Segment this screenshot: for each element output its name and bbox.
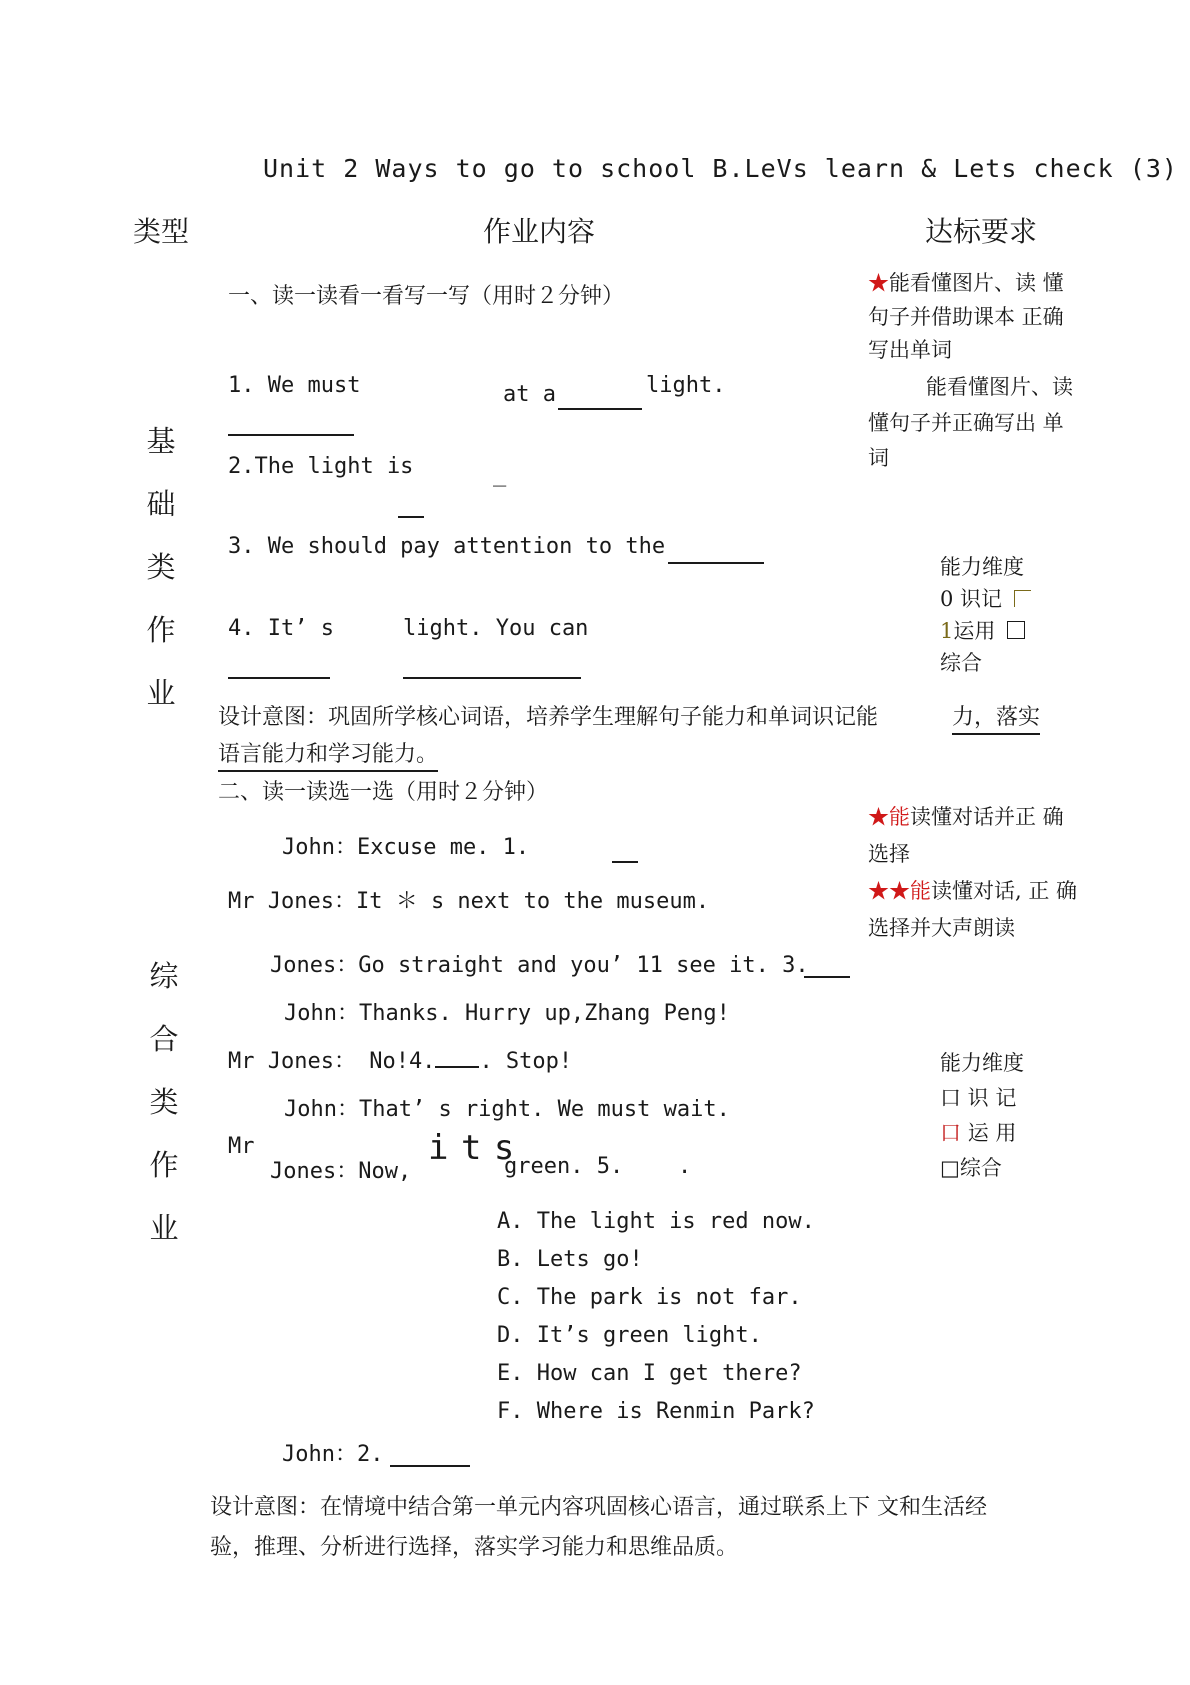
option-c: C. The park is not far.: [497, 1285, 802, 1310]
section2-ability-title: 能力维度: [940, 1051, 1024, 1075]
section1-req-line: 写出单词: [868, 338, 952, 362]
section2-heading: 二、读一读选一选（用时２分钟）: [218, 780, 549, 805]
side-char: 类: [149, 1085, 179, 1119]
section2-design-intent-a: 设计意图：在情境中结合第一单元内容巩固核心语言，通过联系上下 文和生活经: [210, 1495, 987, 1520]
section1-heading: 一、读一读看一看写一写（用时２分钟）: [228, 284, 625, 309]
section2-req-line: ★能读懂对话并正 确: [868, 805, 1064, 829]
dialogue-blank-2[interactable]: [390, 1465, 470, 1467]
option-d: D. It’s green light.: [497, 1323, 762, 1348]
dialogue-line-6: John：That’ s right. We must wait.: [284, 1097, 730, 1122]
q1-text-a: 1. We must: [228, 373, 361, 398]
side-char: 业: [149, 1211, 179, 1245]
checkbox-apply[interactable]: 口: [940, 1121, 961, 1145]
section2-req-line: 选择: [868, 842, 910, 866]
q3-blank[interactable]: [668, 562, 764, 564]
star-icon: ★★: [868, 879, 910, 903]
section1-ability-synthesis: 综合: [940, 651, 982, 675]
page-title: Unit 2 Ways to go to school B.LeVs learn & Lets check (3): [263, 154, 1178, 183]
dialogue-line-5: Mr Jones： No!4. . Stop!: [228, 1049, 573, 1074]
section2-design-intent-b: 验，推理、分析进行选择，落实学习能力和思维品质。: [210, 1535, 739, 1560]
q2-blank[interactable]: [398, 516, 424, 518]
section1-ability-apply: 1运用: [940, 614, 1025, 648]
option-f: F. Where is Renmin Park?: [497, 1399, 815, 1424]
checkbox-apply[interactable]: [1007, 621, 1025, 639]
side-char: 综: [149, 959, 179, 993]
side-char: 业: [146, 676, 176, 710]
checkbox-recall[interactable]: [1014, 590, 1031, 607]
section1-design-intent-a: 设计意图：巩固所学核心词语，培养学生理解句子能力和单词识记能: [218, 705, 879, 730]
section1-design-intent-b: 力，落实: [952, 700, 1040, 735]
dialogue-speaker-mr: Mr: [228, 1134, 255, 1159]
section2-ability-recall[interactable]: 口 识 记: [940, 1086, 1017, 1110]
q1-blank-2[interactable]: [558, 408, 642, 410]
q1-text-c: light.: [646, 373, 726, 398]
dialogue-line-3: Jones：Go straight and you’ 11 see it. 3.: [270, 953, 809, 978]
dialogue-line-7-its: i t s: [428, 1128, 511, 1168]
dialogue-line-7-a: Jones：Now,: [270, 1159, 412, 1184]
section1-req-line: ★能看懂图片、读 懂: [868, 271, 1064, 295]
option-a: A. The light is red now.: [497, 1209, 815, 1234]
star-icon: ★: [868, 805, 889, 829]
section1-req-line: 句子并借助课本 正确: [868, 305, 1064, 329]
dialogue-blank-3[interactable]: [804, 976, 850, 978]
q4-blank-2[interactable]: [403, 677, 581, 679]
dialogue-line-7-c: .: [678, 1154, 692, 1179]
header-requirement: 达标要求: [925, 215, 1038, 248]
q3-text: 3. We should pay attention to the: [228, 534, 666, 559]
q2-text-a: 2.The light is: [228, 454, 414, 479]
q1-text-b: at a: [503, 382, 556, 407]
header-type: 类型: [133, 215, 190, 248]
side-char: 础: [146, 487, 176, 521]
q4-text-b: light. You can: [403, 616, 589, 641]
section1-design-intent-c: 语言能力和学习能力。: [218, 737, 438, 772]
q4-text-a: 4. It’ s: [228, 616, 334, 641]
dialogue-blank-1[interactable]: [612, 861, 638, 863]
section1-ability-recall: 0 识记: [940, 582, 1031, 616]
option-b: B. Lets go!: [497, 1247, 643, 1272]
section1-side-label: [141, 410, 181, 725]
side-char: 基: [146, 424, 176, 458]
dialogue-line-1: John：Excuse me. 1.: [282, 835, 530, 860]
section2-ability-synthesis[interactable]: □综合: [940, 1156, 1002, 1180]
side-char: 作: [146, 613, 176, 647]
header-content: 作业内容: [483, 215, 596, 248]
section2-req-line: 选择并大声朗读: [868, 916, 1015, 940]
option-e: E. How can I get there?: [497, 1361, 802, 1386]
dialogue-blank-4[interactable]: [435, 1048, 479, 1068]
section1-req-line: 懂句子并正确写出 单: [868, 411, 1064, 435]
section2-req-line: ★★能读懂对话, 正 确: [868, 879, 1078, 903]
q4-blank-1[interactable]: [228, 677, 330, 679]
q2-text-b: _: [493, 462, 507, 487]
section2-side-label: [144, 945, 184, 1260]
dialogue-line-7-b: green. 5.: [504, 1154, 624, 1179]
section1-req-line: 能看懂图片、读: [926, 375, 1073, 399]
side-char: 类: [146, 550, 176, 584]
dialogue-line-8: John：2.: [282, 1442, 384, 1467]
side-char: 合: [149, 1022, 179, 1056]
q1-blank-1[interactable]: [228, 434, 354, 436]
dialogue-line-4: John：Thanks. Hurry up,Zhang Peng!: [284, 1001, 730, 1026]
star-icon: ★: [868, 271, 889, 295]
section2-ability-apply[interactable]: 口 运 用: [940, 1121, 1017, 1145]
side-char: 作: [149, 1148, 179, 1182]
dialogue-line-2: Mr Jones：It ＊ s next to the museum.: [228, 889, 710, 914]
section1-req-line: 词: [868, 446, 889, 470]
section1-ability-title: 能力维度: [940, 555, 1024, 579]
